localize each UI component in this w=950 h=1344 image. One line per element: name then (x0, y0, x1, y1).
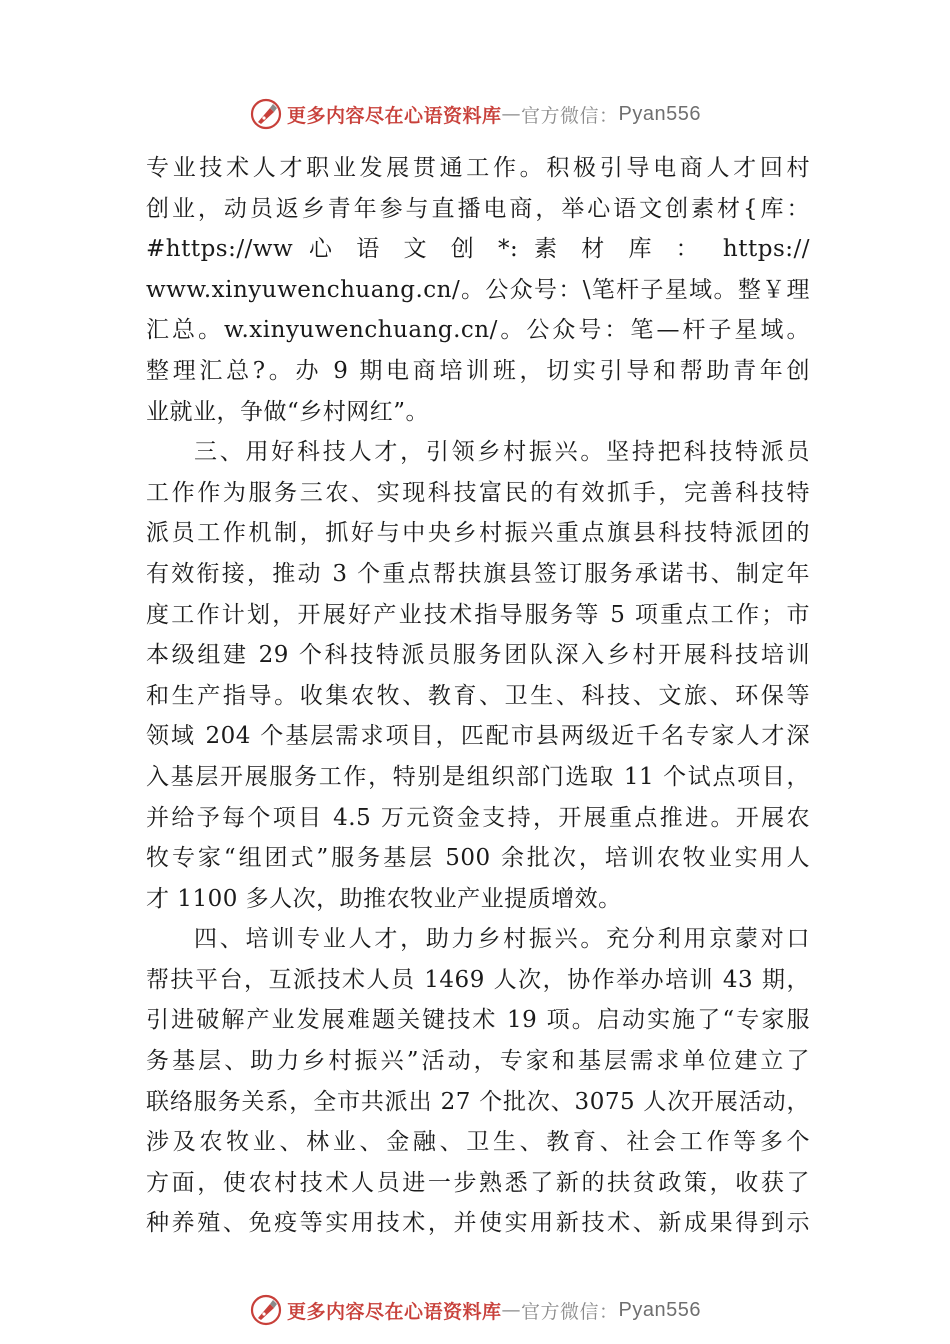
text-line: 有效衔接，推动 3 个重点帮扶旗县签订服务承诺书、制定年 (146, 560, 810, 587)
banner-dash: — (501, 1299, 522, 1321)
text-line: 度工作计划，开展好产业技术指导服务等 5 项重点工作；市 (146, 601, 810, 628)
paragraph-heading-3: 三、用好科技人才，引领乡村振兴。坚持把科技特派员 (194, 439, 810, 466)
banner-site-text: 更多内容尽在心语资料库 (287, 1300, 502, 1323)
pen-nib-logo-icon (249, 1293, 283, 1327)
banner-dash: — (501, 103, 522, 125)
text-line: 才 1100 多人次，助推农牧业产业提质增效。 (146, 885, 622, 912)
text-line: 汇总。w.xinyuwenchuang.cn/。公众号：笔—杆子星域。 (146, 317, 810, 344)
text-line: 入基层开展服务工作，特别是组织部门选取 11 个试点项目， (146, 763, 810, 790)
text-line: 和生产指导。收集农牧、教育、卫生、科技、文旅、环保等 (146, 682, 810, 709)
paragraph-heading-4: 四、培训专业人才，助力乡村振兴。充分利用京蒙对口 (194, 926, 810, 953)
text-line: 并给予每个项目 4.5 万元资金支持，开展重点推进。开展农 (146, 804, 810, 831)
text-line: 领域 204 个基层需求项目，匹配市县两级近千名专家人才深 (146, 723, 810, 750)
text-line: 专业技术人才职业发展贯通工作。积极引导电商人才回村 (146, 155, 810, 181)
text-line: 工作作为服务三农、实现科技富民的有效抓手，完善科技特 (146, 479, 810, 506)
banner-wechat-id: Pyan556 (618, 1298, 701, 1321)
text-line: 帮扶平台，互派技术人员 1469 人次，协作举办培训 43 期， (146, 966, 810, 993)
text-line: 方面，使农村技术人员进一步熟悉了新的扶贫政策，收获了 (146, 1169, 810, 1196)
text-line: 本级组建 29 个科技特派员服务团队深入乡村开展科技培训 (146, 642, 810, 669)
banner-wechat-id: Pyan556 (618, 102, 701, 125)
pen-nib-logo-icon (249, 97, 283, 131)
text-line: www.xinyuwenchuang.cn/。公众号：\笔杆子星域。整￥理 (146, 276, 810, 303)
banner-wechat-label: 官方微信： (521, 104, 619, 127)
text-line: 派员工作机制，抓好与中央乡村振兴重点旗县科技特派团的 (146, 520, 810, 547)
text-line: 务基层、助力乡村振兴”活动，专家和基层需求单位建立了 (146, 1048, 810, 1075)
text-line: 联络服务关系，全市共派出 27 个批次、3075 人次开展活动， (146, 1088, 810, 1115)
banner-site-text: 更多内容尽在心语资料库 (287, 104, 502, 127)
text-line: 业就业，争做“乡村网红”。 (146, 398, 430, 425)
text-line: 创业，动员返乡青年参与直播电商，举心语文创素材{库： (146, 195, 810, 222)
footer-banner (0, 1290, 950, 1330)
header-banner (0, 94, 950, 134)
banner-wechat-label: 官方微信： (521, 1300, 619, 1323)
text-line: 涉及农牧业、林业、金融、卫生、教育、社会工作等多个 (146, 1129, 810, 1156)
text-line: 种养殖、免疫等实用技术，并使实用新技术、新成果得到示 (146, 1210, 810, 1237)
text-line: 整理汇总?。办 9 期电商培训班，切实引导和帮助青年创 (146, 357, 810, 384)
text-line: 引进破解产业发展难题关键技术 19 项。启动实施了“专家服 (146, 1007, 810, 1034)
text-line: #https://ww 心 语 文 创 *: 素 材 库 ： https:// (146, 236, 810, 263)
text-line: 牧专家“组团式”服务基层 500 余批次，培训农牧业实用人 (146, 845, 810, 872)
document-body (146, 148, 810, 1244)
